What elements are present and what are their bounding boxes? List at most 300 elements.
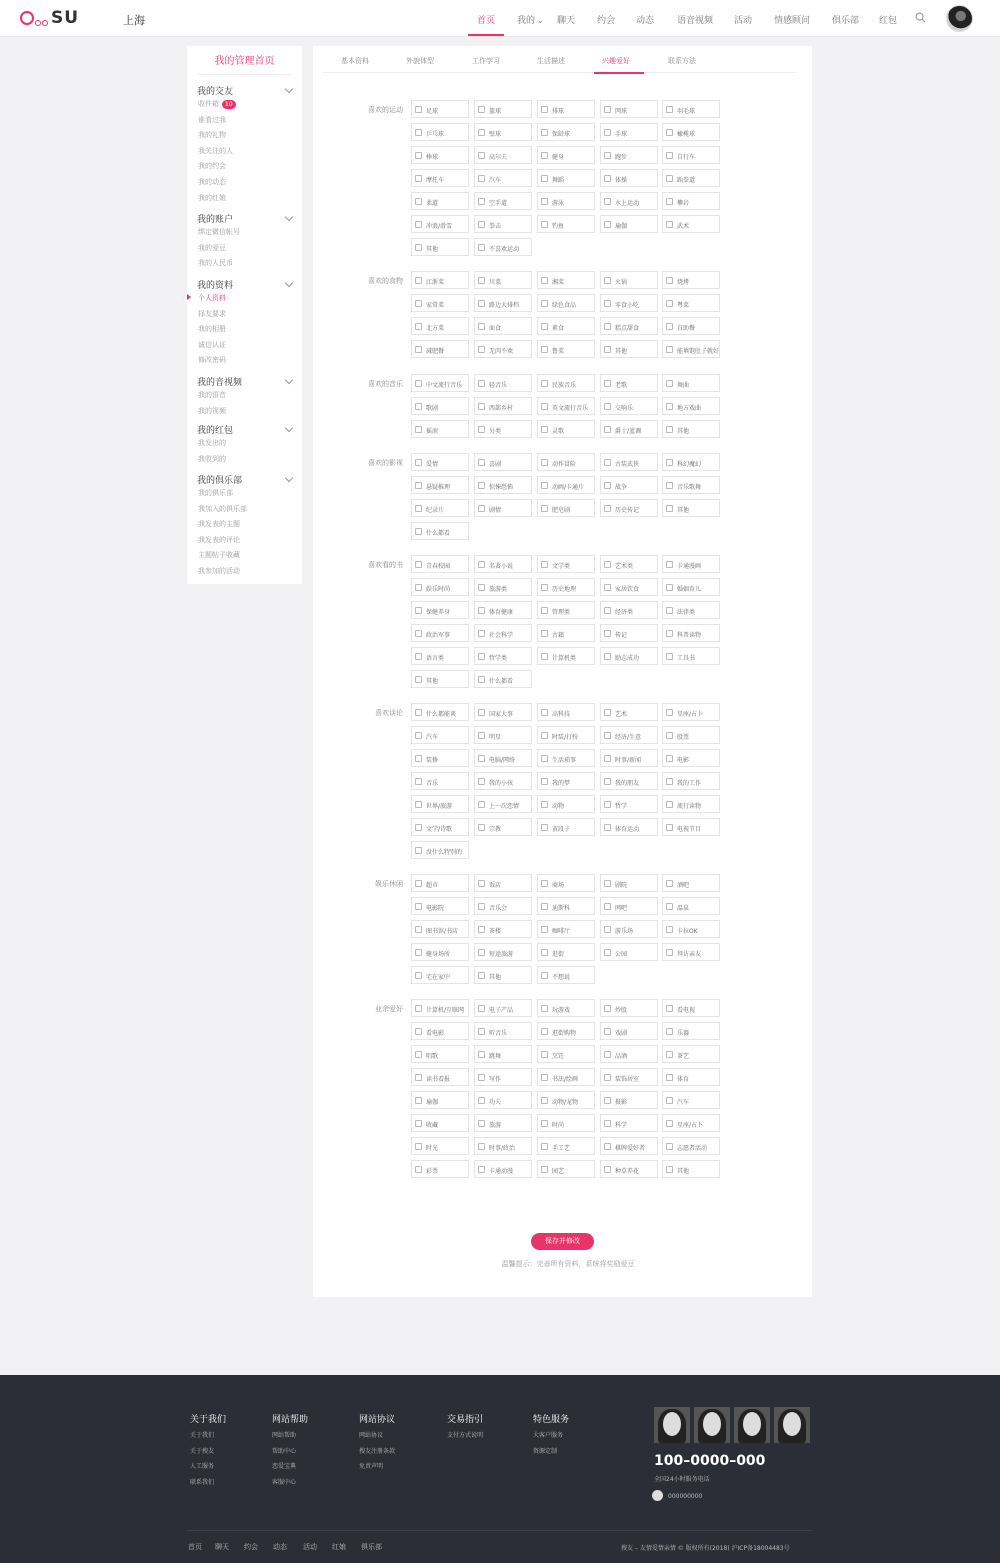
checkbox[interactable] [415,323,422,330]
option-checkbox[interactable] [537,453,595,471]
checkbox[interactable] [541,926,548,933]
option-checkbox[interactable] [474,647,532,665]
checkbox[interactable] [415,1028,422,1035]
nav-item-2[interactable]: 聊天 [557,16,576,26]
option-checkbox[interactable] [600,215,658,233]
checkbox[interactable] [541,198,548,205]
checkbox[interactable] [415,277,422,284]
checkbox[interactable] [604,1097,611,1104]
sidebar-group-label[interactable]: 我的资料 [197,281,234,291]
checkbox[interactable] [666,880,673,887]
checkbox[interactable] [666,175,673,182]
checkbox[interactable] [478,1120,485,1127]
option-checkbox[interactable] [537,1022,595,1040]
checkbox[interactable] [478,1028,485,1035]
option-checkbox[interactable] [474,499,532,517]
tab-2[interactable]: 工作学习 [472,57,500,65]
checkbox[interactable] [666,346,673,353]
checkbox[interactable] [604,607,611,614]
option-checkbox[interactable] [662,1045,720,1063]
checkbox[interactable] [666,403,673,410]
checkbox[interactable] [666,1074,673,1081]
checkbox[interactable] [666,1097,673,1104]
checkbox[interactable] [666,755,673,762]
sidebar-item[interactable]: 我的红娘 [198,193,226,202]
checkbox[interactable] [604,277,611,284]
checkbox[interactable] [541,426,548,433]
footer-link[interactable]: 资源定制 [533,1447,558,1455]
option-checkbox[interactable] [537,215,595,233]
checkbox[interactable] [541,1120,548,1127]
checkbox[interactable] [666,584,673,591]
option-checkbox[interactable] [537,943,595,961]
option-checkbox[interactable] [537,920,595,938]
save-button[interactable]: 保存并修改 [531,1233,594,1250]
option-checkbox[interactable] [662,818,720,836]
sidebar-item[interactable]: 诚信认证 [198,340,226,349]
option-checkbox[interactable] [474,317,532,335]
option-checkbox[interactable] [537,499,595,517]
sidebar-item[interactable]: 择友要求 [198,309,226,318]
checkbox[interactable] [415,653,422,660]
checkbox[interactable] [415,801,422,808]
checkbox[interactable] [541,106,548,113]
option-checkbox[interactable] [537,726,595,744]
option-checkbox[interactable] [411,703,469,721]
checkbox[interactable] [478,1166,485,1173]
checkbox[interactable] [666,277,673,284]
option-checkbox[interactable] [537,772,595,790]
sidebar-item[interactable]: 我收到的 [198,454,226,463]
option-checkbox[interactable] [662,943,720,961]
sidebar-item[interactable]: 修改密码 [198,356,226,365]
checkbox[interactable] [478,709,485,716]
checkbox[interactable] [541,949,548,956]
footer-bottom-link[interactable]: 活动 [303,1543,317,1551]
footer-link[interactable]: 人工服务 [190,1463,215,1470]
checkbox[interactable] [478,903,485,910]
checkbox[interactable] [666,426,673,433]
option-checkbox[interactable] [474,966,532,984]
checkbox[interactable] [478,198,485,205]
checkbox[interactable] [478,778,485,785]
checkbox[interactable] [541,1051,548,1058]
sidebar-item[interactable]: 收件箱 10 [198,99,236,109]
sidebar-group-label[interactable]: 我的红包 [197,426,234,436]
option-checkbox[interactable] [474,772,532,790]
sidebar-group-label[interactable]: 我的账户 [197,215,234,225]
option-checkbox[interactable] [662,749,720,767]
checkbox[interactable] [604,732,611,739]
option-checkbox[interactable] [474,703,532,721]
checkbox[interactable] [541,584,548,591]
option-checkbox[interactable] [600,192,658,210]
checkbox[interactable] [666,653,673,660]
option-checkbox[interactable] [474,453,532,471]
option-checkbox[interactable] [411,1068,469,1086]
option-checkbox[interactable] [411,670,469,688]
checkbox[interactable] [666,824,673,831]
option-checkbox[interactable] [474,1045,532,1063]
checkbox[interactable] [604,1143,611,1150]
option-checkbox[interactable] [662,601,720,619]
sidebar-item[interactable]: 我的约会 [198,162,226,171]
option-checkbox[interactable] [411,1114,469,1132]
option-checkbox[interactable] [662,215,720,233]
checkbox[interactable] [604,949,611,956]
checkbox[interactable] [541,732,548,739]
option-checkbox[interactable] [600,1114,658,1132]
footer-link[interactable]: 关于我们 [190,1432,215,1439]
checkbox[interactable] [666,300,673,307]
checkbox[interactable] [415,152,422,159]
checkbox[interactable] [415,300,422,307]
option-checkbox[interactable] [662,476,720,494]
option-checkbox[interactable] [662,1022,720,1040]
checkbox[interactable] [478,1074,485,1081]
option-checkbox[interactable] [662,874,720,892]
checkbox[interactable] [541,607,548,614]
option-checkbox[interactable] [411,192,469,210]
option-checkbox[interactable] [600,624,658,642]
option-checkbox[interactable] [600,476,658,494]
option-checkbox[interactable] [662,578,720,596]
footer-bottom-link[interactable]: 首页 [188,1543,202,1551]
option-checkbox[interactable] [474,123,532,141]
checkbox[interactable] [666,323,673,330]
footer-link[interactable]: 免责声明 [359,1463,384,1470]
option-checkbox[interactable] [662,374,720,392]
option-checkbox[interactable] [537,578,595,596]
option-checkbox[interactable] [600,1137,658,1155]
footer-link[interactable]: 恋爱宝典 [272,1463,297,1470]
option-checkbox[interactable] [662,169,720,187]
option-checkbox[interactable] [600,874,658,892]
option-checkbox[interactable] [411,123,469,141]
checkbox[interactable] [415,732,422,739]
sidebar-item[interactable]: 我的语音 [198,391,226,399]
checkbox[interactable] [666,1143,673,1150]
option-checkbox[interactable] [600,1091,658,1109]
checkbox[interactable] [604,561,611,568]
option-checkbox[interactable] [411,169,469,187]
sidebar-item[interactable]: 我发表的主题 [198,520,240,529]
checkbox[interactable] [478,175,485,182]
nav-item-9[interactable]: 红包 [879,16,898,26]
tab-4[interactable]: 兴趣爱好 [602,57,630,65]
sidebar-item[interactable]: 谁看过我 [198,115,226,124]
option-checkbox[interactable] [474,920,532,938]
footer-bottom-link[interactable]: 动态 [273,1543,287,1551]
option-checkbox[interactable] [474,100,532,118]
tab-0[interactable]: 基本资料 [341,57,369,65]
option-checkbox[interactable] [474,897,532,915]
checkbox[interactable] [415,459,422,466]
option-checkbox[interactable] [474,374,532,392]
option-checkbox[interactable] [537,897,595,915]
option-checkbox[interactable] [662,624,720,642]
option-checkbox[interactable] [662,795,720,813]
checkbox[interactable] [415,221,422,228]
option-checkbox[interactable] [411,795,469,813]
checkbox[interactable] [541,1166,548,1173]
checkbox[interactable] [604,380,611,387]
checkbox[interactable] [604,505,611,512]
option-checkbox[interactable] [600,818,658,836]
option-checkbox[interactable] [600,374,658,392]
checkbox[interactable] [415,824,422,831]
nav-item-7[interactable]: 情感顾问 [774,16,811,26]
checkbox[interactable] [478,926,485,933]
option-checkbox[interactable] [537,1091,595,1109]
option-checkbox[interactable] [474,999,532,1017]
option-checkbox[interactable] [474,1137,532,1155]
checkbox[interactable] [478,482,485,489]
option-checkbox[interactable] [411,397,469,415]
option-checkbox[interactable] [662,647,720,665]
option-checkbox[interactable] [537,555,595,573]
option-checkbox[interactable] [537,123,595,141]
option-checkbox[interactable] [537,271,595,289]
checkbox[interactable] [604,926,611,933]
option-checkbox[interactable] [662,703,720,721]
checkbox[interactable] [604,709,611,716]
checkbox[interactable] [478,221,485,228]
checkbox[interactable] [541,221,548,228]
checkbox[interactable] [541,380,548,387]
checkbox[interactable] [541,505,548,512]
checkbox[interactable] [604,1074,611,1081]
checkbox[interactable] [478,300,485,307]
nav-item-3[interactable]: 约会 [597,16,616,26]
option-checkbox[interactable] [474,238,532,256]
sidebar-item[interactable]: 我的人民币 [198,259,233,268]
checkbox[interactable] [666,1005,673,1012]
option-checkbox[interactable] [662,317,720,335]
checkbox[interactable] [604,198,611,205]
checkbox[interactable] [666,152,673,159]
option-checkbox[interactable] [411,578,469,596]
option-checkbox[interactable] [662,146,720,164]
nav-item-0[interactable]: 首页 [477,16,496,26]
option-checkbox[interactable] [411,522,469,540]
option-checkbox[interactable] [662,772,720,790]
checkbox[interactable] [604,1028,611,1035]
checkbox[interactable] [415,926,422,933]
checkbox[interactable] [478,1143,485,1150]
checkbox[interactable] [604,903,611,910]
option-checkbox[interactable] [411,1160,469,1178]
checkbox[interactable] [666,630,673,637]
option-checkbox[interactable] [662,100,720,118]
checkbox[interactable] [415,755,422,762]
nav-item-5[interactable]: 语音视频 [677,16,714,26]
option-checkbox[interactable] [411,238,469,256]
checkbox[interactable] [666,129,673,136]
checkbox[interactable] [415,505,422,512]
checkbox[interactable] [541,1074,548,1081]
checkbox[interactable] [415,847,422,854]
option-checkbox[interactable] [662,340,720,358]
site-logo[interactable] [20,8,90,28]
option-checkbox[interactable] [474,294,532,312]
option-checkbox[interactable] [662,1160,720,1178]
option-checkbox[interactable] [474,624,532,642]
option-checkbox[interactable] [537,476,595,494]
option-checkbox[interactable] [600,317,658,335]
checkbox[interactable] [478,732,485,739]
option-checkbox[interactable] [600,772,658,790]
checkbox[interactable] [415,1005,422,1012]
sidebar-group-label[interactable]: 我的交友 [197,87,234,97]
option-checkbox[interactable] [411,1022,469,1040]
option-checkbox[interactable] [600,601,658,619]
footer-bottom-link[interactable]: 约会 [244,1543,258,1551]
option-checkbox[interactable] [474,340,532,358]
checkbox[interactable] [415,1074,422,1081]
checkbox[interactable] [541,1005,548,1012]
checkbox[interactable] [541,880,548,887]
option-checkbox[interactable] [411,1045,469,1063]
checkbox[interactable] [415,346,422,353]
sidebar-item[interactable]: 我发出的 [198,439,226,447]
option-checkbox[interactable] [662,420,720,438]
checkbox[interactable] [415,1166,422,1173]
checkbox[interactable] [478,880,485,887]
checkbox[interactable] [541,1143,548,1150]
option-checkbox[interactable] [411,317,469,335]
checkbox[interactable] [541,152,548,159]
checkbox[interactable] [604,880,611,887]
option-checkbox[interactable] [600,340,658,358]
nav-item-6[interactable]: 活动 [734,16,753,26]
checkbox[interactable] [604,1120,611,1127]
checkbox[interactable] [666,198,673,205]
checkbox[interactable] [415,129,422,136]
option-checkbox[interactable] [411,818,469,836]
option-checkbox[interactable] [537,999,595,1017]
checkbox[interactable] [478,676,485,683]
option-checkbox[interactable] [662,294,720,312]
checkbox[interactable] [478,505,485,512]
checkbox[interactable] [478,380,485,387]
checkbox[interactable] [478,755,485,762]
checkbox[interactable] [415,972,422,979]
option-checkbox[interactable] [411,897,469,915]
footer-link[interactable]: 关于搜友 [190,1447,215,1455]
checkbox[interactable] [478,1005,485,1012]
sidebar-item[interactable]: 我的俱乐部 [198,489,233,497]
option-checkbox[interactable] [537,1137,595,1155]
sidebar-item[interactable]: 绑定微信帐号 [198,228,240,236]
checkbox[interactable] [666,1166,673,1173]
option-checkbox[interactable] [537,397,595,415]
checkbox[interactable] [604,459,611,466]
checkbox[interactable] [666,459,673,466]
option-checkbox[interactable] [411,100,469,118]
checkbox[interactable] [415,1120,422,1127]
checkbox[interactable] [541,824,548,831]
nav-item-8[interactable]: 俱乐部 [832,16,860,26]
option-checkbox[interactable] [600,169,658,187]
option-checkbox[interactable] [411,499,469,517]
checkbox[interactable] [478,244,485,251]
option-checkbox[interactable] [474,146,532,164]
checkbox[interactable] [478,630,485,637]
option-checkbox[interactable] [537,703,595,721]
city-selector[interactable]: 上海 [123,14,145,27]
checkbox[interactable] [415,1051,422,1058]
footer-link[interactable]: 支付方式说明 [447,1432,484,1439]
checkbox[interactable] [478,949,485,956]
checkbox[interactable] [604,1005,611,1012]
sidebar-item[interactable]: 我参加的活动 [198,567,240,575]
checkbox[interactable] [666,778,673,785]
option-checkbox[interactable] [537,601,595,619]
option-checkbox[interactable] [537,100,595,118]
checkbox[interactable] [478,106,485,113]
footer-link[interactable]: 帮助中心 [272,1447,297,1455]
checkbox[interactable] [666,926,673,933]
checkbox[interactable] [541,1028,548,1035]
nav-item-4[interactable]: 动态 [636,16,655,26]
option-checkbox[interactable] [600,271,658,289]
option-checkbox[interactable] [662,1114,720,1132]
footer-bottom-link[interactable]: 聊天 [215,1543,229,1551]
checkbox[interactable] [666,1120,673,1127]
checkbox[interactable] [415,1097,422,1104]
option-checkbox[interactable] [474,749,532,767]
checkbox[interactable] [666,505,673,512]
checkbox[interactable] [541,129,548,136]
option-checkbox[interactable] [411,647,469,665]
option-checkbox[interactable] [600,100,658,118]
checkbox[interactable] [541,403,548,410]
option-checkbox[interactable] [411,146,469,164]
checkbox[interactable] [604,584,611,591]
option-checkbox[interactable] [662,999,720,1017]
option-checkbox[interactable] [537,1068,595,1086]
sidebar-item[interactable]: 我关注的人 [198,146,233,155]
checkbox[interactable] [666,1028,673,1035]
checkbox[interactable] [666,482,673,489]
checkbox[interactable] [541,653,548,660]
checkbox[interactable] [666,561,673,568]
tab-5[interactable]: 联系方法 [668,57,696,65]
option-checkbox[interactable] [474,874,532,892]
checkbox[interactable] [541,175,548,182]
option-checkbox[interactable] [537,647,595,665]
checkbox[interactable] [478,323,485,330]
sidebar-item[interactable]: 我的视频 [198,406,226,415]
checkbox[interactable] [415,106,422,113]
tab-1[interactable]: 外貌体型 [406,57,434,65]
option-checkbox[interactable] [411,624,469,642]
sidebar-group-label[interactable]: 我的俱乐部 [197,476,243,486]
checkbox[interactable] [604,403,611,410]
option-checkbox[interactable] [600,1022,658,1040]
option-checkbox[interactable] [411,476,469,494]
footer-link[interactable]: 联系我们 [190,1478,215,1486]
checkbox[interactable] [478,1051,485,1058]
option-checkbox[interactable] [600,703,658,721]
checkbox[interactable] [478,972,485,979]
option-checkbox[interactable] [662,192,720,210]
checkbox[interactable] [604,1166,611,1173]
checkbox[interactable] [541,709,548,716]
sidebar-title[interactable]: 我的管理首页 [197,50,292,75]
footer-link[interactable]: 客服中心 [272,1478,297,1486]
